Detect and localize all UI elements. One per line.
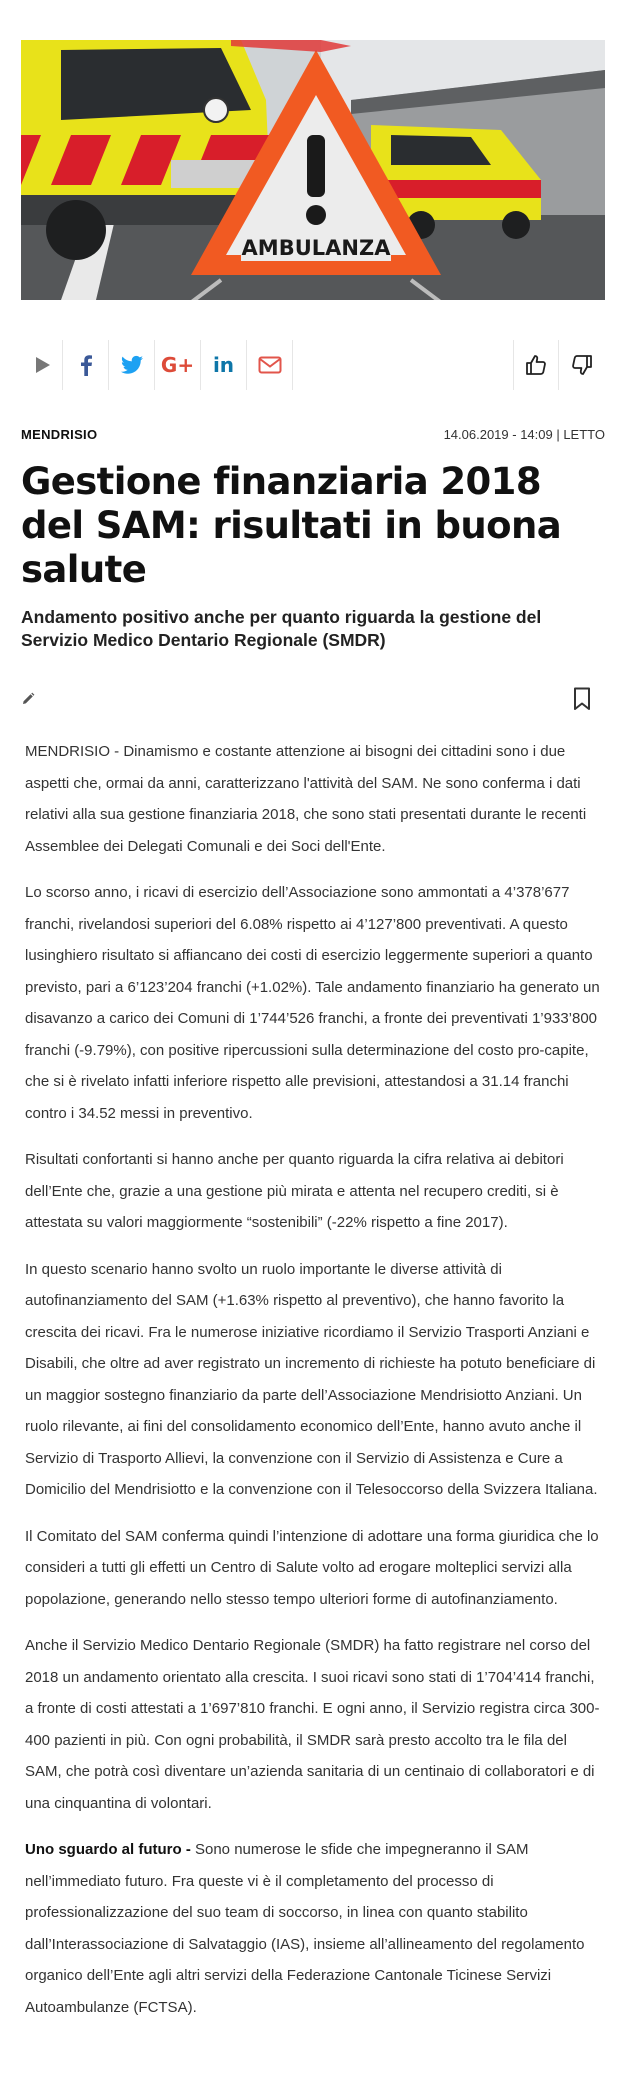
paragraph: MENDRISIO - Dinamismo e costante attenzione ai bisogni dei cittadini sono i due aspetti che, ormai da anni, caratterizzano l'attività del SAM. Ne sono conferma i dati relativi alla sua gestione finanziaria 2018, che sono stati presentati durante le recenti Assemblee dei Delegati Comunali e dei Soci dell'Ente. — [25, 743, 587, 855]
sign-text: AMBULANZA — [241, 236, 391, 260]
twitter-share-button[interactable] — [109, 340, 155, 390]
paragraph: Risultati confortanti si hanno anche per quanto riguarda la cifra relativa ai debitori dell’Ente che, grazie a una gestione più mirata e attenta nel recupero crediti, si è attestata su valori maggiormente “sostenibili” (-22% rispetto a fine 2017). — [25, 1151, 564, 1231]
thumbs-up-icon — [524, 353, 548, 377]
google-plus-icon: G+ — [160, 353, 195, 377]
email-share-button[interactable] — [247, 340, 293, 390]
play-icon — [32, 355, 52, 375]
paragraph: Lo scorso anno, i ricavi di esercizio dell’Associazione sono ammontati a 4’378’677 franchi, rivelandosi superiori del 6.08% rispetto ai 4’127’800 preventivati. A questo lusinghiero risultato si affiancano dei costi di esercizio leggermente superiori a quanto previsto, pari a 6’123’204 franchi (+1.02%). Tale andamento finanziario ha generato un disavanzo a carico dei Comuni di 1’744’526 franchi, a fronte dei preventivati 1’933’800 franchi (-9.79%), con positive ripercussioni sulla determinazione del costo pro-capite, che si è rivelato infatti inferiore rispetto alle previsioni, attestandosi a 31.14 franchi contro i 34.52 messi in preventivo. — [25, 884, 600, 1122]
facebook-icon — [76, 354, 96, 376]
paragraph-lead: Uno sguardo al futuro - — [25, 1841, 191, 1858]
google-plus-share-button[interactable] — [155, 340, 201, 390]
facebook-share-button[interactable] — [63, 340, 109, 390]
pencil-icon — [21, 692, 35, 706]
bookmark-icon — [573, 687, 591, 711]
dislike-button[interactable] — [559, 340, 605, 390]
play-button[interactable] — [21, 340, 63, 390]
linkedin-share-button[interactable] — [201, 340, 247, 390]
article-tools — [21, 686, 605, 716]
article-body — [21, 736, 605, 2023]
share-bar — [21, 340, 605, 390]
like-button[interactable] — [513, 340, 559, 390]
paragraph: Il Comitato del SAM conferma quindi l’intenzione di adottare una forma giuridica che lo consideri a tutti gli effetti un Centro di Salute volto ad erogare molteplici servizi alla popolazione, generando nello stesso tempo ulteriori forme di autofinanziamento. — [25, 1527, 599, 1608]
thumbs-down-icon — [570, 353, 594, 377]
edit-button[interactable] — [21, 692, 35, 711]
hero-image — [21, 40, 605, 300]
article-subtitle: Andamento positivo anche per quanto riguarda la gestione del Servizio Medico Dentario Regionale (SMDR) — [21, 607, 542, 650]
paragraph: In questo scenario hanno svolto un ruolo importante le diverse attività di autofinanziamento del SAM (+1.63% rispetto al preventivo), che hanno favorito la crescita dei ricavi. Fra le numerose iniziative ricordiamo il Servizio Trasporti Anziani e Disabili, che oltre ad aver registrato un incremento di richieste ha potuto beneficiare di un maggior sostegno finanziario da parte dell’Associazione Mendrisiotto Anziani. Un ruolo rilevante, ai fini del consolidamento economico dell’Ente, hanno avuto anche il Servizio di Trasporto Allievi, la convenzione con il Servizio di Assistenza e Cure a Domicilio del Mendrisiotto e la convenzione con il Telesoccorso della Svizzera Italiana. — [25, 1260, 598, 1498]
email-icon — [258, 356, 282, 374]
article-page — [0, 40, 626, 2023]
paragraph-future — [25, 1834, 601, 2023]
twitter-icon — [121, 355, 143, 375]
linkedin-icon: in — [212, 353, 235, 377]
section-label[interactable]: MENDRISIO — [21, 426, 98, 442]
publish-date: 14.06.2019 - 14:09 | LETTO — [443, 426, 605, 442]
article-title: Gestione finanziaria 2018 del SAM: risultati in buona salute — [21, 460, 562, 591]
paragraph: Anche il Servizio Medico Dentario Regionale (SMDR) ha fatto registrare nel corso del 2018 un andamento orientato alla crescita. I suoi ricavi sono stati di 1’704’414 franchi, a fronte di costi attestati a 1’697’810 franchi. E ogni anno, il Servizio registra circa 300-400 pazienti in più. Con ogni probabilità, il SMDR sarà presto accolto tra le fila del SAM, che potrà così diventare un’azienda sanitaria di un centinaio di collaboratori e di una cinquantina di volontari. — [25, 1637, 600, 1812]
ambulance-photo — [21, 40, 605, 300]
bookmark-button[interactable] — [573, 687, 605, 716]
paragraph-rest: Sono numerose le sfide che impegneranno il SAM nell’immediato futuro. Fra queste vi è il completamento del processo di professionalizzazione del suo team di soccorso, in linea con quanto stabilito dall’Interassociazione di Salvataggio (IAS), insieme all’allineamento del regolamento organico dell’Ente agli altri servizi della Federazione Cantonale Ticinese Servizi Autoambulanze (FCTSA). — [25, 1841, 585, 2016]
article-meta — [21, 426, 605, 442]
